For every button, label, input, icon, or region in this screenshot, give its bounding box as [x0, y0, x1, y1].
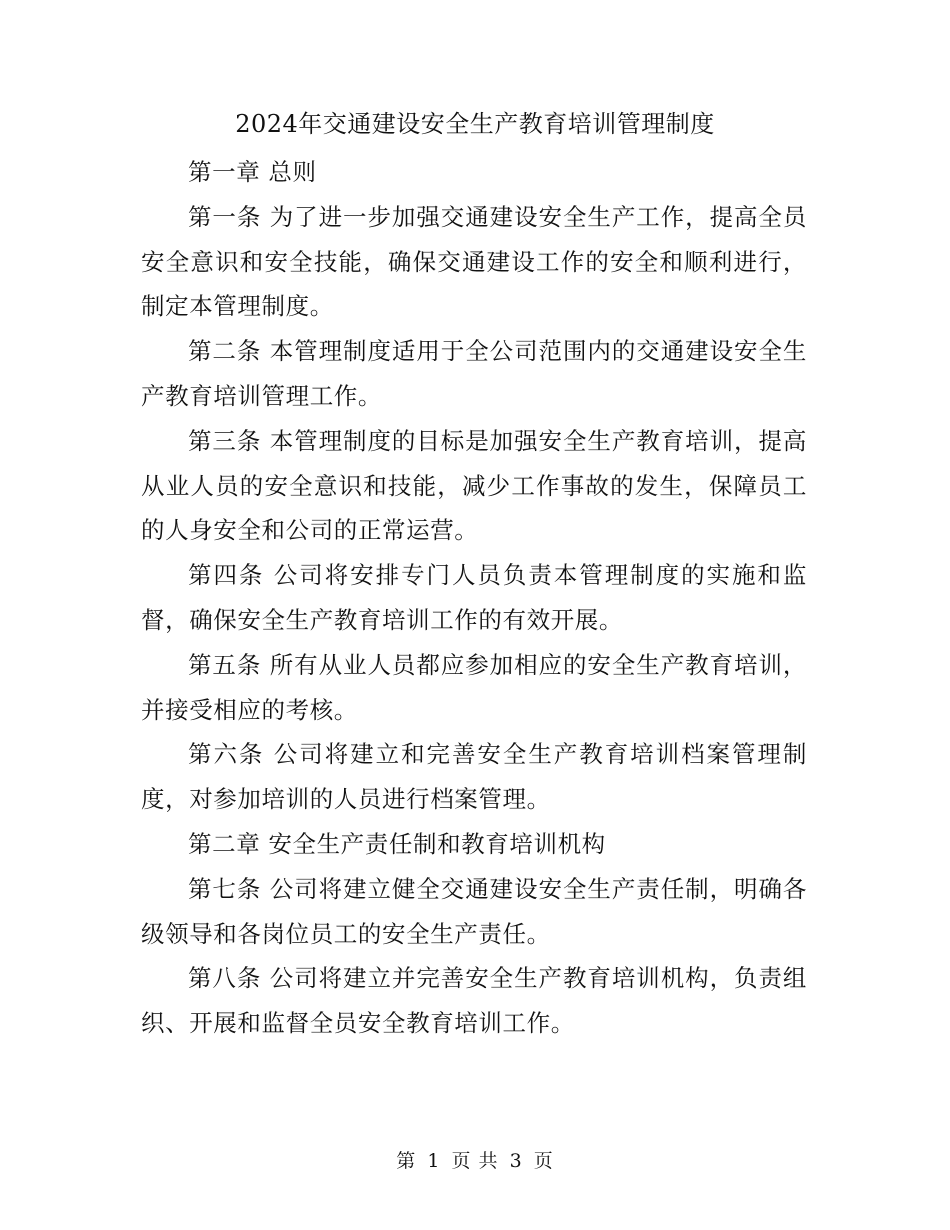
article-paragraph: 第八条 公司将建立并完善安全生产教育培训机构，负责组织、开展和监督全员安全教育培训工作。 — [141, 964, 807, 1038]
article-paragraph: 第四条 公司将安排专门人员负责本管理制度的实施和监督，确保安全生产教育培训工作的有效开展。 — [141, 561, 807, 634]
article-paragraph: 第二条 本管理制度适用于全公司范围内的交通建设安全生产教育培训管理工作。 — [141, 337, 807, 410]
article-paragraph: 第一条 为了进一步加强交通建设安全生产工作，提高全员安全意识和安全技能，确保交通建设工作的安全和顺利进行，制定本管理制度。 — [141, 202, 807, 321]
article-paragraph: 第七条 公司将建立健全交通建设安全生产责任制，明确各级领导和各岗位员工的安全生产责任。 — [141, 874, 807, 948]
page-footer — [0, 1147, 950, 1175]
page-label-suffix: 页 — [533, 1150, 554, 1172]
page-label-prefix: 第 — [396, 1150, 417, 1172]
chapter-heading: 第二章 安全生产责任制和教育培训机构 — [188, 829, 606, 858]
page-label-mid: 页 共 — [451, 1150, 499, 1172]
document-title: 2024年交通建设安全生产教育培训管理制度 — [235, 110, 715, 138]
chapter-heading: 第一章 总则 — [188, 158, 317, 186]
document-body — [141, 150, 807, 1046]
article-paragraph: 第三条 本管理制度的目标是加强安全生产教育培训，提高从业人员的安全意识和技能，减少工作事故的发生，保障员工的人身安全和公司的正常运营。 — [141, 426, 807, 545]
article-paragraph: 第五条 所有从业人员都应参加相应的安全生产教育培训，并接受相应的考核。 — [141, 650, 807, 724]
total-pages-number: 3 — [509, 1150, 523, 1172]
current-page-number: 1 — [427, 1150, 441, 1172]
article-paragraph: 第六条 公司将建立和完善安全生产教育培训档案管理制度，对参加培训的人员进行档案管理。 — [141, 740, 807, 814]
